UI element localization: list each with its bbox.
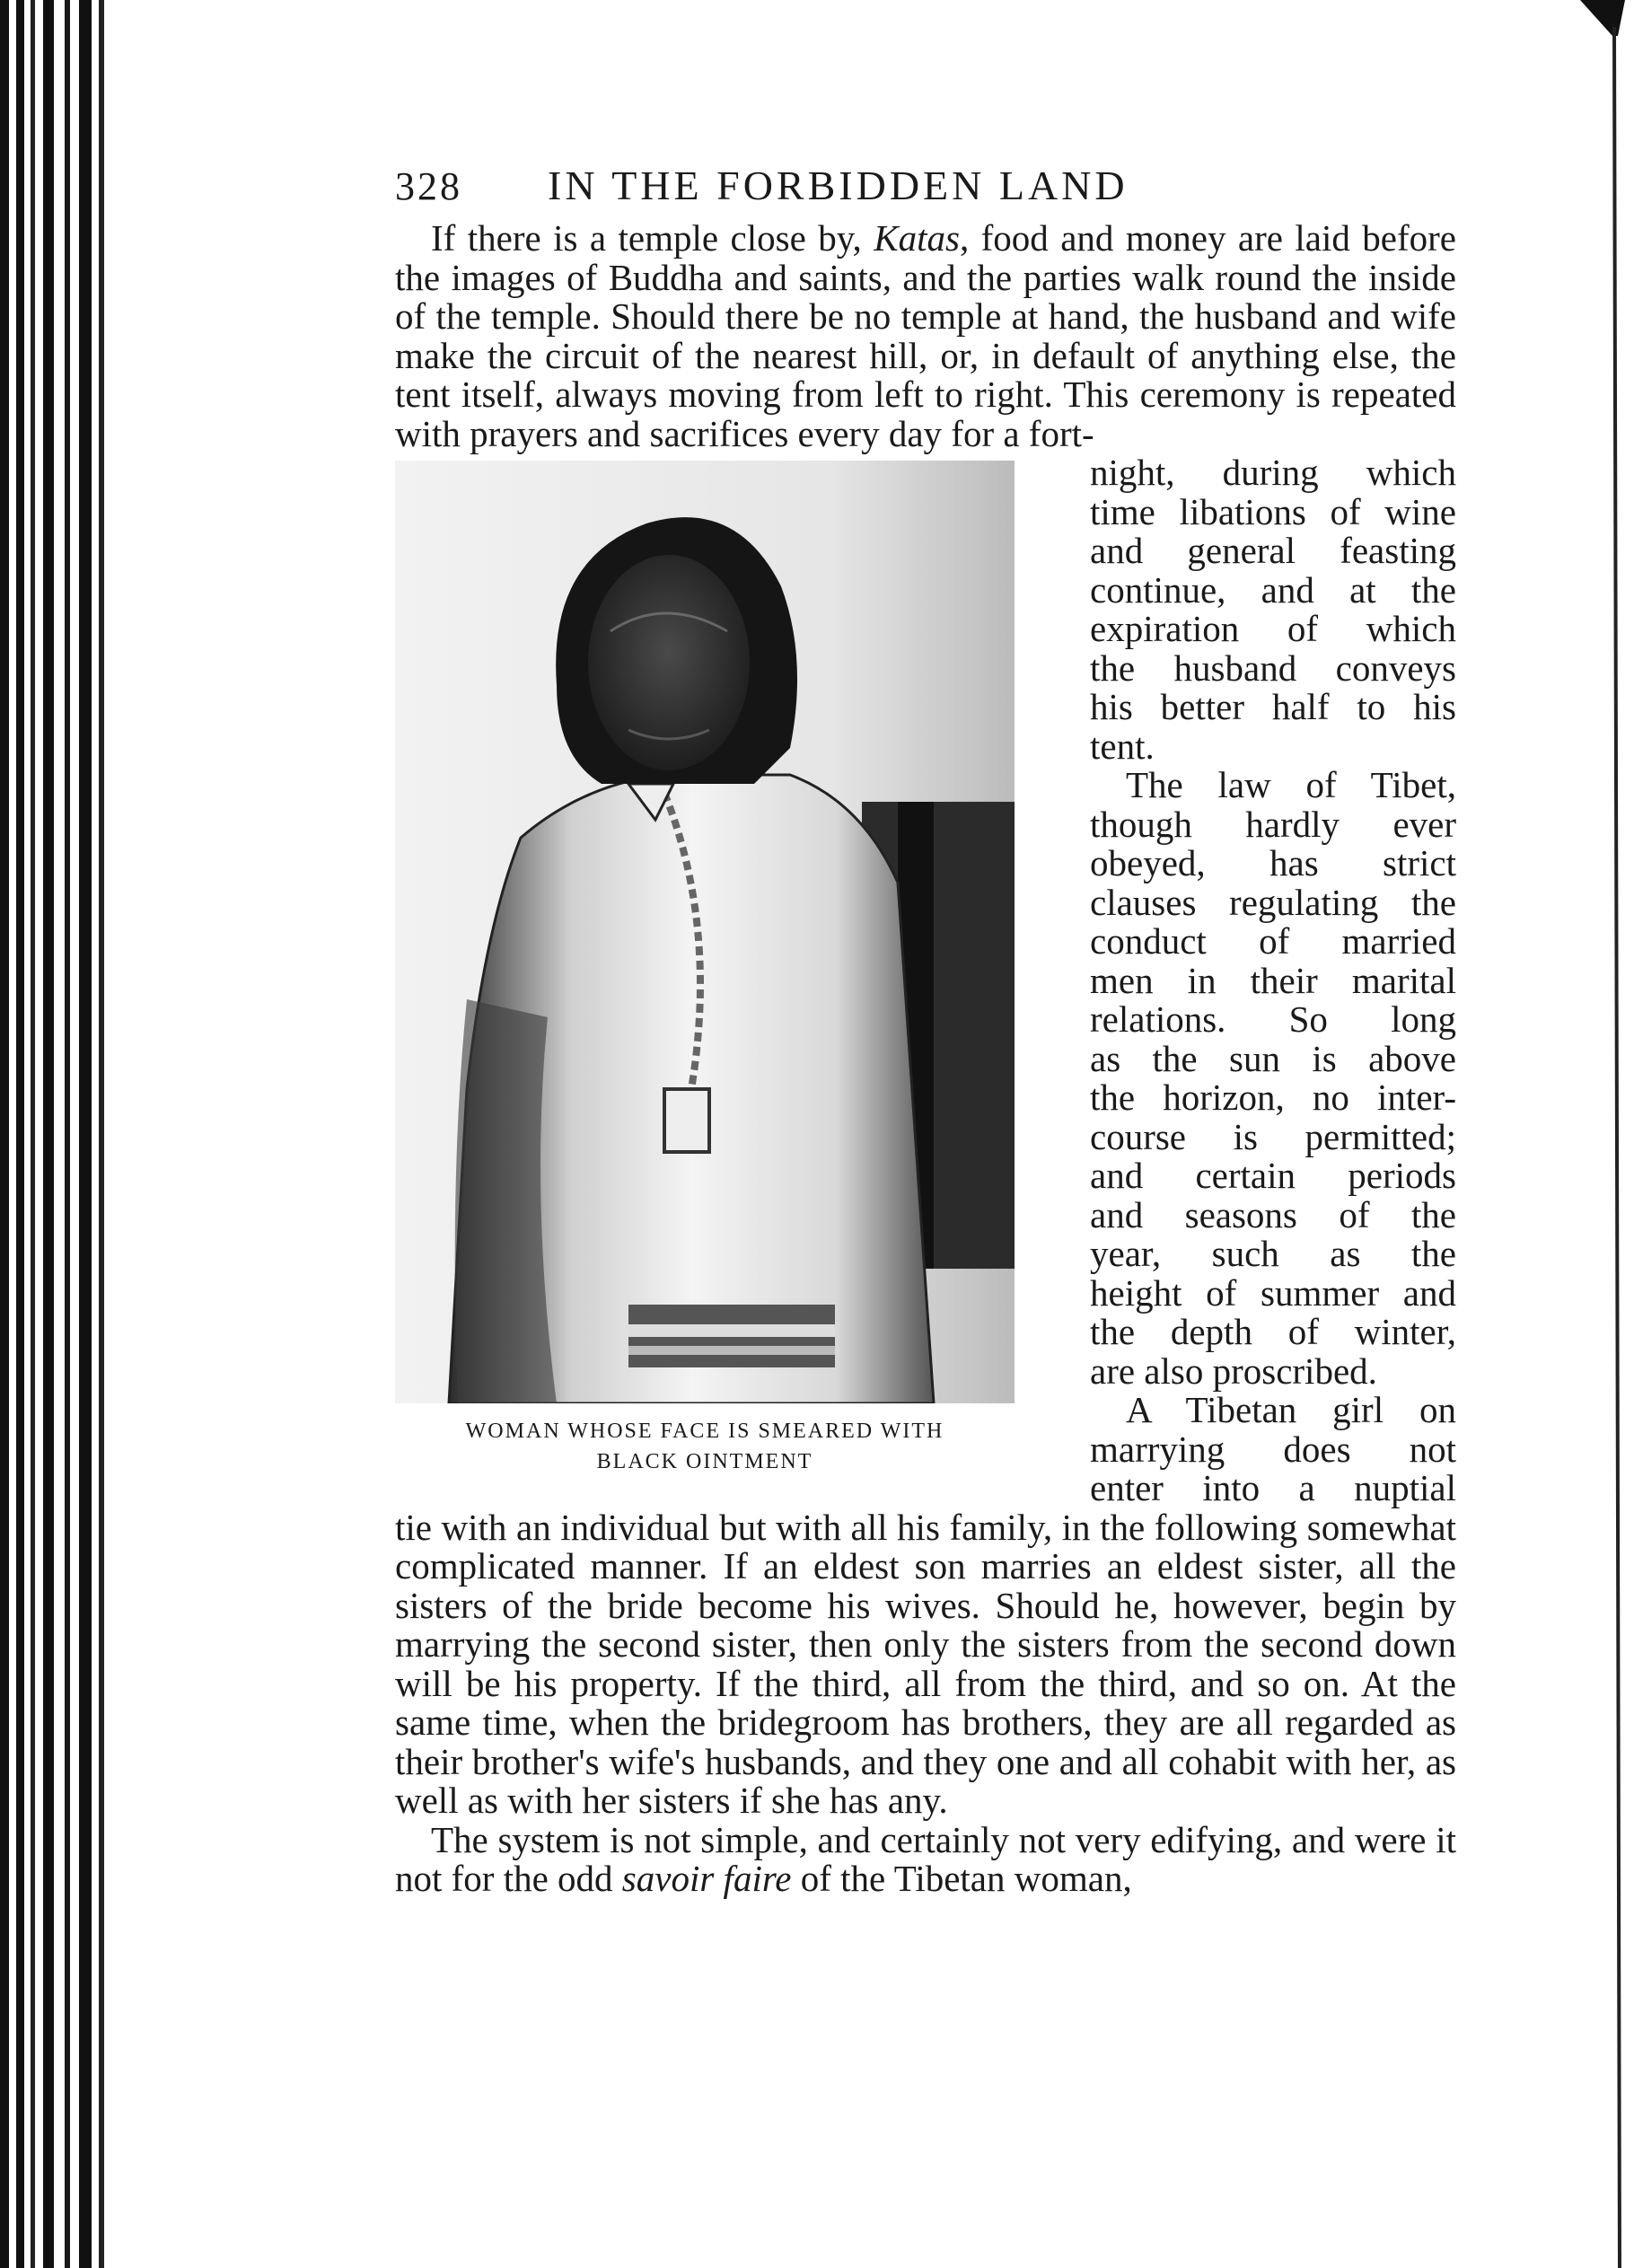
italic-term-savoir-faire: savoir faire [621,1858,792,1899]
paragraph-tibetan-girl-continued: tie with an individual but with all his family, in the following somewhat complicated manner. If an eldest son marries an eldest sister, all the sisters of the bride become his wives. Should he, however, begin by marrying the second sister, then only the sisters from the second down will be his property. If the third, all from the third, and so on. At the same time, when the bridegroom has brothers, they are all regarded as their brother's wife's husbands, and they one and all cohabit with her, as well as with her sisters if she has any. [395,1506,1456,1821]
running-head: IN THE FORBIDDEN LAND [548,163,1129,208]
paragraph-law-of-tibet [1090,766,1456,1391]
text-line: the husband conveys [1090,646,1456,689]
page-number: 328 [395,164,462,208]
right-margin-scan-artifact [1580,0,1634,2268]
text-line: the depth of winter, [1090,1311,1456,1352]
text-line: height of summer and [1090,1271,1456,1314]
paragraph-tibetan-girl-start [1090,1391,1456,1508]
text-line: enter into a nuptial [1090,1467,1456,1508]
wrapped-text-column [1090,453,1456,1508]
text-line: A Tibetan girl on [1126,1389,1456,1430]
text-line: time libations of wine [1090,490,1456,532]
text-line: course is permitted; [1090,1115,1456,1157]
text-line: and seasons of the [1090,1193,1456,1235]
paragraph-text: If there is a temple close by, [431,217,874,259]
text-line: and certain periods [1090,1155,1456,1196]
figure-caption [395,1416,1015,1477]
book-page [395,162,1456,1899]
text-line: year, such as the [1090,1233,1456,1274]
page-header [395,162,1456,219]
text-line: The law of Tibet, [1126,764,1456,805]
italic-term-katas: Katas [874,217,960,259]
portrait-photo-plate [395,461,1015,1403]
text-line: his better half to his [1090,686,1456,727]
paragraph-ceremony [395,219,1456,453]
caption-line: WOMAN WHOSE FACE IS SMEARED WITH [465,1420,944,1443]
text-line: men in their marital [1090,959,1456,1001]
figure-wrap-block [395,453,1456,1508]
text-line: as the sun is above [1090,1037,1456,1079]
paragraph-ceremony-continued [1090,453,1456,766]
paragraph-text: , food and money are laid before the images of Buddha and saints, and the parties walk round the inside of the temple. Should there be no temple at hand, the husband and wife make the circuit of the nearest hill, or, in default of anything else, the tent itself, always moving from left to right. This ceremony is repeated with prayers and sacrifices every day for a fort- [395,217,1456,454]
text-line: and general feasting [1090,530,1456,571]
text-line: relations. So long [1090,998,1456,1040]
text-line: are also proscribed. [1090,1349,1377,1392]
text-line: clauses regulating the [1090,881,1456,923]
text-line: tent. [1090,725,1155,767]
text-line: though hardly ever [1090,803,1456,845]
text-line: conduct of married [1090,920,1456,962]
text-line: marrying does not [1090,1428,1456,1470]
text-line: continue, and at the [1090,568,1456,611]
caption-line: BLACK OINTMENT [596,1450,813,1473]
binding-edge-scan-artifact [0,0,117,2268]
paragraph-text: of the Tibetan woman, [791,1858,1132,1899]
text-line: night, during which [1090,452,1456,493]
paragraph-system [395,1818,1456,1899]
text-line: obeyed, has strict [1090,842,1456,883]
text-line: expiration of which [1090,608,1456,649]
text-line: the horizon, no inter- [1090,1077,1456,1118]
paragraph-text: The system is not simple, and certainly not very edifying, and were it not for the odd [395,1818,1456,1899]
figure [395,453,1015,1508]
